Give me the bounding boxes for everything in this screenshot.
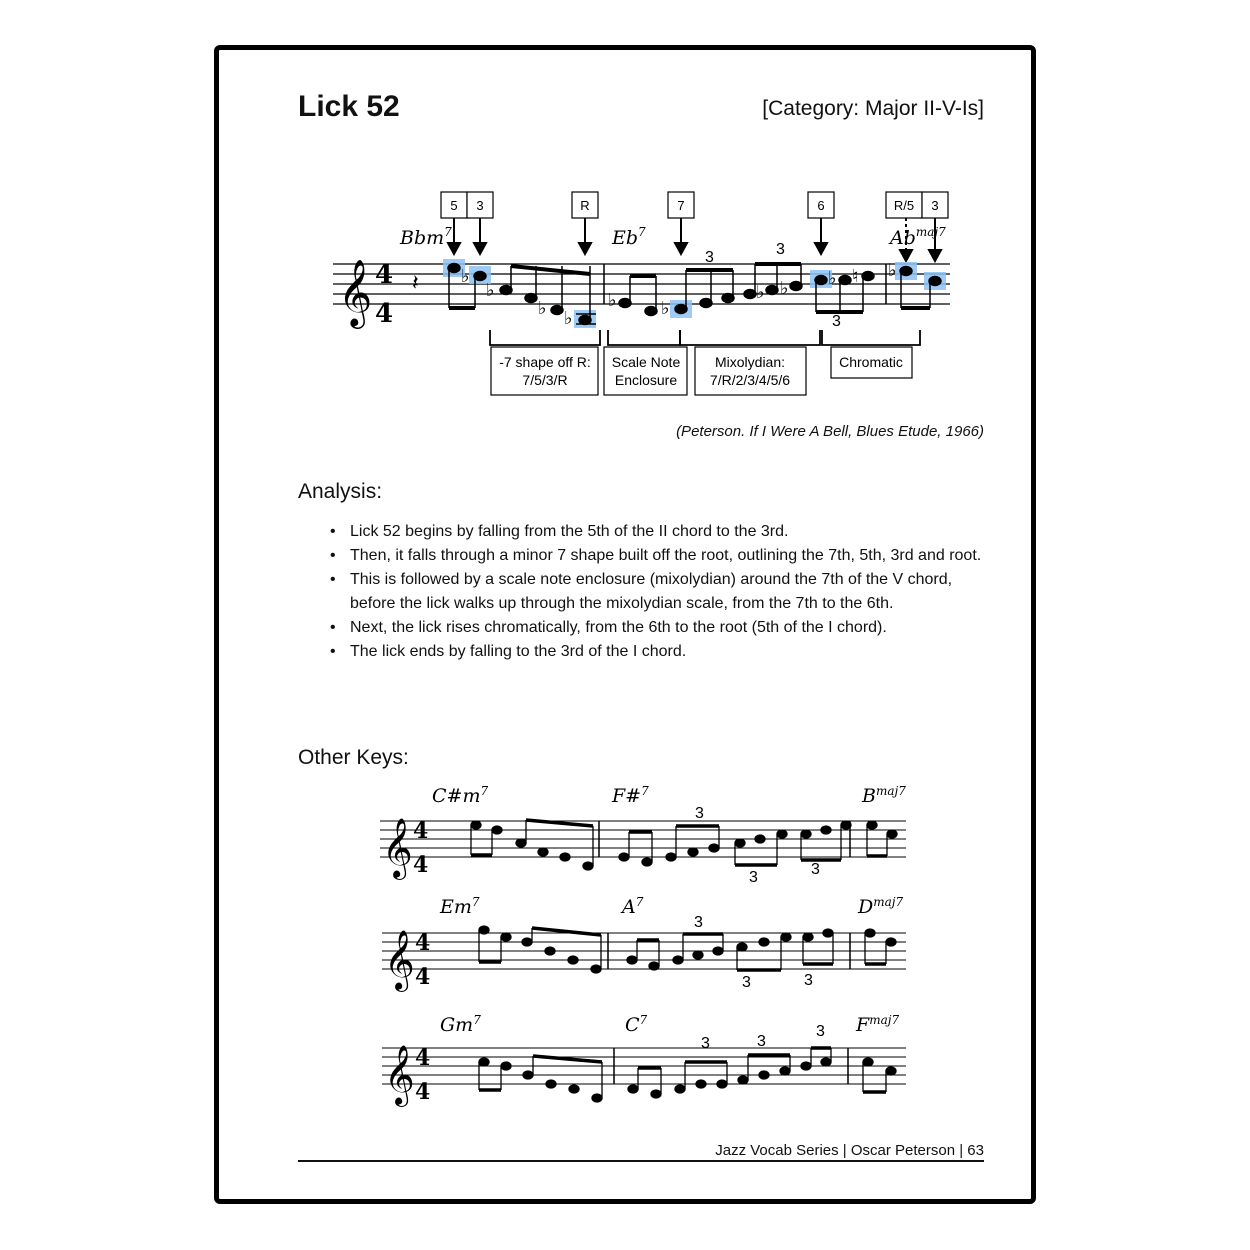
triplet-mark: 3: [811, 861, 820, 878]
triplet-mark: 3: [705, 249, 714, 266]
degree-label: 7: [677, 198, 685, 213]
svg-text:♭: ♭: [780, 278, 789, 299]
citation: (Peterson. If I Were A Bell, Blues Etude, 1966): [676, 423, 984, 440]
notes-staff-1: [471, 820, 897, 870]
time-sig-bottom: 4: [413, 852, 429, 878]
svg-text:♭: ♭: [608, 290, 617, 311]
triplet-mark: 3: [742, 974, 751, 991]
chord-symbol: $D^{maj7}$: [858, 895, 904, 918]
annotation-line: Scale Note: [611, 354, 681, 370]
chord-symbol: $B^{maj7}$: [862, 784, 906, 807]
svg-text:♭: ♭: [486, 280, 495, 301]
chord-symbol: $Ab^{maj7}$: [890, 225, 946, 249]
list-item: • Next, the lick rises chromatically, from the 6th to the root (5th of the I chord).: [330, 616, 990, 640]
degree-label: 6: [817, 198, 825, 213]
triplet-mark: 3: [804, 972, 813, 989]
triplet-mark: 3: [776, 241, 785, 258]
time-sig-top: 4: [413, 818, 429, 844]
lick-category: [Category: Major II-V-Is]: [762, 97, 984, 120]
time-sig-top: 4: [415, 930, 431, 956]
svg-text:♭: ♭: [661, 298, 670, 319]
analysis-heading: Analysis:: [298, 480, 383, 503]
annotation-line: Chromatic: [839, 354, 903, 370]
chord-symbol: $C^7$: [625, 1013, 648, 1036]
list-item: • Then, it falls through a minor 7 shape built off the root, outlining the 7th, 5th, 3rd and root.: [330, 544, 990, 568]
svg-text:♭: ♭: [828, 268, 837, 289]
triplet-mark: 3: [832, 313, 841, 330]
degree-label: 5: [450, 198, 458, 213]
rest: 𝄽: [412, 271, 419, 296]
degree-label: 3: [931, 198, 939, 213]
chord-symbol: Gm$^7$: [440, 1013, 481, 1036]
annotation-line: -7 shape off R:: [499, 354, 591, 370]
lick-title: Lick 52: [298, 90, 400, 123]
chord-symbol: F#$^7$: [612, 784, 649, 807]
triplet-mark: 3: [695, 805, 704, 822]
time-sig-bottom: 4: [415, 964, 431, 990]
time-sig-bottom: 4: [415, 1079, 431, 1105]
list-item: • Lick 52 begins by falling from the 5th of the II chord to the 3rd.: [330, 520, 990, 544]
annotation-line: 7/R/2/3/4/5/6: [709, 372, 791, 388]
triplet-mark: 3: [749, 869, 758, 886]
chord-symbol: Em$^7$: [440, 895, 480, 918]
treble-clef: 𝄞: [384, 1045, 415, 1105]
treble-clef: 𝄞: [338, 258, 373, 326]
chord-symbol: $C\#m^7$: [432, 784, 489, 807]
annotation-line: Mixolydian:: [714, 354, 786, 370]
treble-clef: 𝄞: [382, 818, 413, 878]
chord-symbol: Bbm$^7$: [400, 225, 452, 249]
annotation-line: 7/5/3/R: [522, 372, 568, 388]
chord-symbol: $A^7$: [622, 895, 644, 918]
list-item: • This is followed by a scale note enclosure (mixolydian) around the 7th of the V chord, before the lick walks up through the mixolydian scale, from the 7th to the 6th.: [330, 568, 990, 616]
degree-label: R/5: [893, 198, 915, 213]
svg-text:♭: ♭: [756, 282, 765, 303]
degree-label: 3: [476, 198, 484, 213]
degree-label: R: [580, 198, 590, 213]
svg-text:♭: ♭: [888, 260, 897, 281]
treble-clef: 𝄞: [384, 930, 415, 990]
svg-text:♭: ♭: [461, 266, 470, 287]
chord-symbol: Eb$^7$: [612, 225, 646, 249]
time-sig-top: 4: [415, 1045, 431, 1071]
list-item: • The lick ends by falling to the 3rd of the I chord.: [330, 640, 990, 664]
annotation-line: Enclosure: [614, 372, 678, 388]
time-sig-bottom: 4: [375, 299, 394, 329]
svg-text:♭: ♭: [564, 308, 573, 329]
triplet-mark: 3: [757, 1033, 766, 1050]
triplet-mark: 3: [701, 1035, 710, 1052]
triplet-mark: 3: [694, 914, 703, 931]
svg-text:♮: ♮: [852, 266, 859, 287]
footer-text: Jazz Vocab Series | Oscar Peterson | 63: [715, 1142, 984, 1159]
time-sig-top: 4: [375, 260, 394, 290]
svg-text:♭: ♭: [538, 298, 547, 319]
other-keys-heading: Other Keys:: [298, 746, 409, 769]
footer-rule: [298, 1160, 984, 1162]
chord-symbol: $F^{maj7}$: [856, 1013, 900, 1036]
triplet-mark: 3: [816, 1023, 825, 1040]
